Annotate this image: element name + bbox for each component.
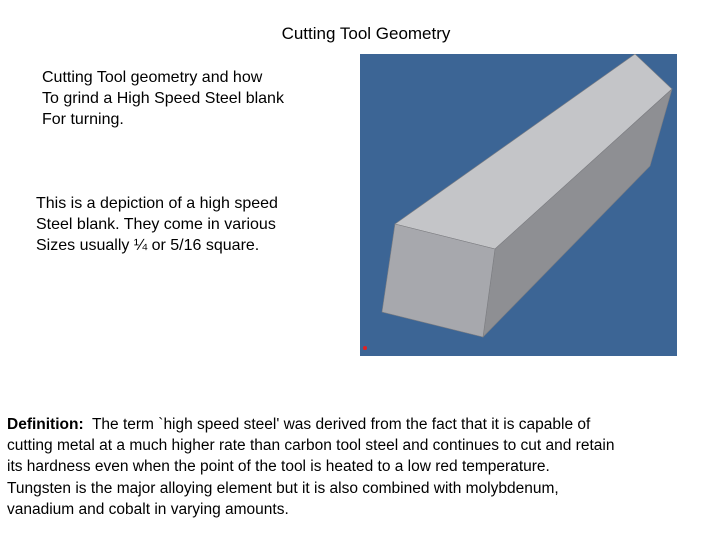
- definition-line: vanadium and cobalt in varying amounts.: [7, 500, 289, 518]
- steel-blank-illustration: [360, 54, 677, 356]
- intro-line: To grind a High Speed Steel blank: [42, 90, 284, 107]
- origin-marker: [363, 346, 367, 350]
- description-text: [36, 193, 336, 256]
- definition-line: Tungsten is the major alloying element but it is also combined with molybdenum,: [7, 479, 559, 497]
- definition-first-line: [7, 414, 717, 435]
- description-line: Sizes usually ¼ or 5/16 square.: [36, 237, 260, 254]
- description-line: Steel blank. They come in various: [36, 216, 276, 233]
- slide-title: Cutting Tool Geometry: [281, 24, 451, 43]
- steel-blank-figure: [360, 54, 677, 356]
- definition-text: The term `high speed steel' was derived from the fact that it is capable of: [83, 416, 591, 433]
- definition-label: Definition:: [7, 416, 84, 433]
- intro-text: [42, 67, 342, 130]
- intro-line: Cutting Tool geometry and how: [42, 69, 263, 86]
- definition-line: cutting metal at a much higher rate than carbon tool steel and continues to cut and retain: [7, 437, 615, 455]
- definition-paragraph: [7, 414, 717, 520]
- description-line: This is a depiction of a high speed: [36, 195, 278, 212]
- intro-line: For turning.: [42, 111, 124, 128]
- definition-line: its hardness even when the point of the tool is heated to a low red temperature.: [7, 458, 550, 476]
